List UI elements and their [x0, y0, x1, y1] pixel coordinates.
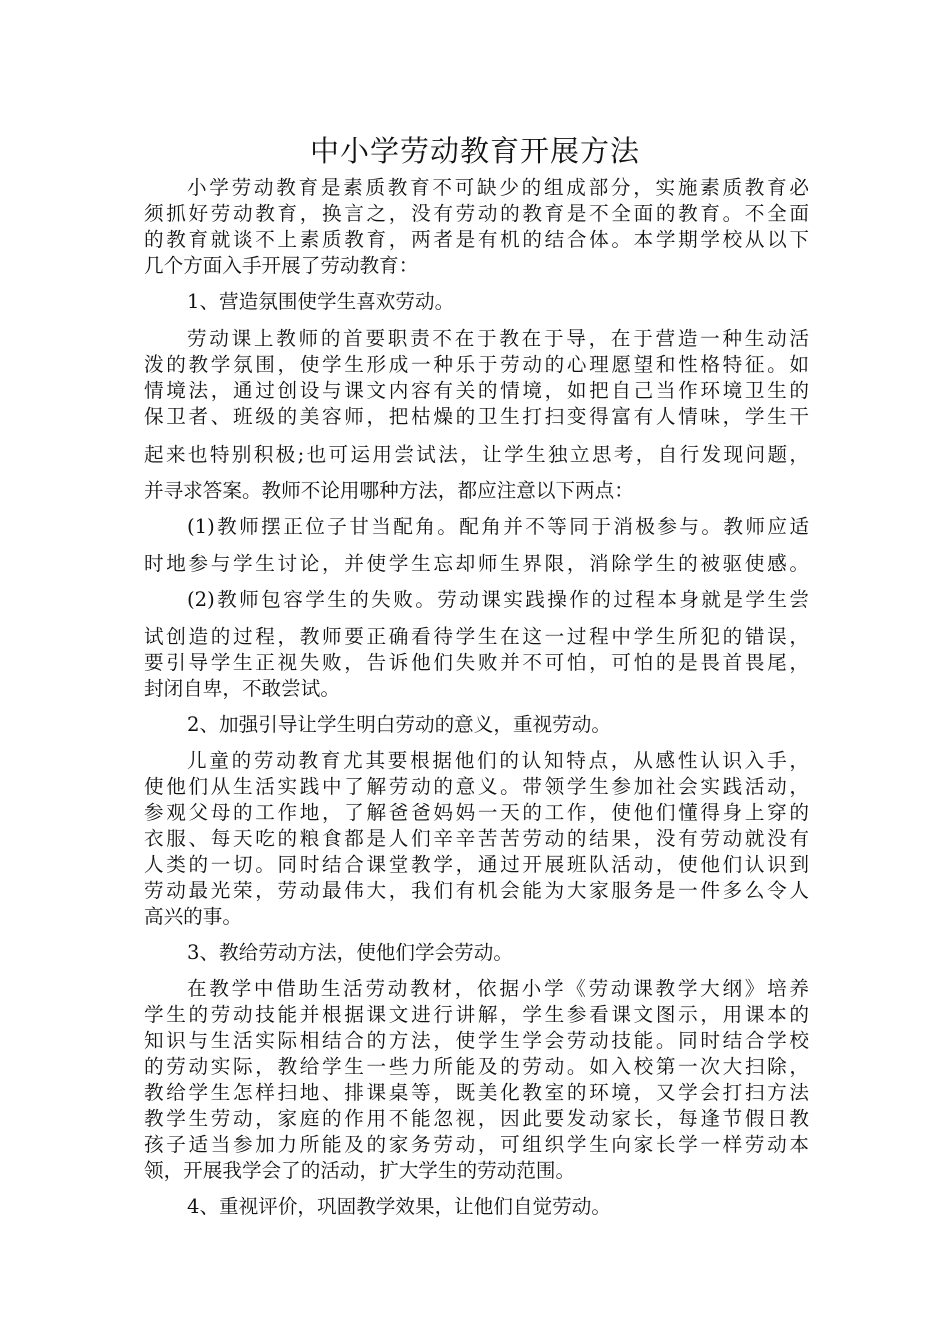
- paragraph-line: 的教育就谈不上素质教育，两者是有机的结合体。本学期学校从以下: [144, 228, 809, 251]
- paragraph-line: 情境法，通过创设与课文内容有关的情境，如把自己当作环境卫生的: [144, 379, 809, 402]
- paragraph-line: 高兴的事。: [144, 905, 242, 928]
- paragraph-line: 孩子适当参加力所能及的家务劳动，可组织学生向家长学一样劳动本: [144, 1133, 809, 1156]
- paragraph-line: 小学劳动教育是素质教育不可缺少的组成部分，实施素质教育必: [187, 176, 809, 199]
- paragraph-line: 劳动课上教师的首要职责不在于教在于导，在于营造一种生动活: [187, 327, 809, 350]
- paragraph-line: 封闭自卑，不敢尝试。: [144, 677, 340, 700]
- paragraph-line: 参观父母的工作地，了解爸爸妈妈一天的工作，使他们懂得身上穿的: [144, 801, 809, 824]
- paragraph-line: 保卫者、班级的美容师，把枯燥的卫生打扫变得富有人情味，学生干: [144, 405, 809, 428]
- paragraph-line: 领，开展我学会了的活动，扩大学生的劳动范围。: [144, 1159, 576, 1182]
- paragraph-line: (1)教师摆正位子甘当配角。配角并不等同于消极参与。教师应适: [187, 515, 809, 538]
- paragraph-line: 要引导学生正视失败，告诉他们失败并不可怕，可怕的是畏首畏尾，: [144, 651, 809, 674]
- paragraph-line: 使他们从生活实践中了解劳动的意义。带领学生参加社会实践活动，: [144, 775, 809, 798]
- section-heading: 3、教给劳动方法，使他们学会劳动。: [187, 941, 513, 964]
- paragraph-line: 学生的劳动技能并根据课文进行讲解，学生参看课文图示，用课本的: [144, 1003, 809, 1026]
- paragraph-line: 教学生劳动，家庭的作用不能忽视，因此要发动家长，每逢节假日教: [144, 1107, 809, 1130]
- paragraph-line: 起来也特别积极;也可运用尝试法，让学生独立思考，自行发现问题，: [144, 443, 809, 466]
- paragraph-line: (2)教师包容学生的失败。劳动课实践操作的过程本身就是学生尝: [187, 588, 809, 611]
- paragraph-line: 并寻求答案。教师不论用哪种方法，都应注意以下两点：: [144, 479, 634, 502]
- section-heading: 2、加强引导让学生明白劳动的意义，重视劳动。: [187, 713, 611, 736]
- document-title: 中小学劳动教育开展方法: [309, 134, 640, 168]
- paragraph-line: 时地参与学生讨论，并使学生忘却师生界限，消除学生的被驱使感。: [144, 552, 809, 575]
- paragraph-line: 须抓好劳动教育，换言之，没有劳动的教育是不全面的教育。不全面: [144, 202, 809, 225]
- paragraph-line: 知识与生活实际相结合的方法，使学生学会劳动技能。同时结合学校: [144, 1029, 809, 1052]
- paragraph-line: 几个方面入手开展了劳动教育：: [144, 254, 419, 277]
- paragraph-line: 人类的一切。同时结合课堂教学，通过开展班队活动，使他们认识到: [144, 853, 809, 876]
- paragraph-line: 劳动最光荣，劳动最伟大，我们有机会能为大家服务是一件多么令人: [144, 879, 809, 902]
- section-heading: 1、营造氛围使学生喜欢劳动。: [187, 290, 455, 313]
- paragraph-line: 儿童的劳动教育尤其要根据他们的认知特点，从感性认识入手，: [187, 749, 809, 772]
- paragraph-line: 试创造的过程，教师要正确看待学生在这一过程中学生所犯的错误，: [144, 625, 809, 648]
- paragraph-line: 在教学中借助生活劳动教材，依据小学《劳动课教学大纲》培养: [187, 977, 809, 1000]
- paragraph-line: 泼的教学氛围，使学生形成一种乐于劳动的心理愿望和性格特征。如: [144, 353, 809, 376]
- section-heading: 4、重视评价，巩固教学效果，让他们自觉劳动。: [187, 1195, 611, 1218]
- paragraph-line: 衣服、每天吃的粮食都是人们辛辛苦苦劳动的结果，没有劳动就没有: [144, 827, 809, 850]
- paragraph-line: 的劳动实际，教给学生一些力所能及的劳动。如入校第一次大扫除，: [144, 1055, 809, 1078]
- paragraph-line: 教给学生怎样扫地、排课桌等，既美化教室的环境，又学会打扫方法: [144, 1081, 809, 1104]
